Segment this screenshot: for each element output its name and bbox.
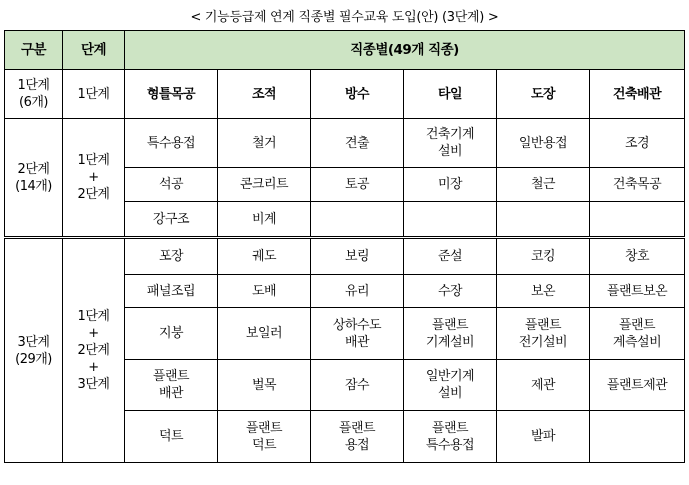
group-label: 2단계 (14개) xyxy=(5,119,63,238)
job-cell-line: 플랜트제관 xyxy=(606,377,668,393)
job-cell-line: 제관 xyxy=(530,377,556,393)
job-cell xyxy=(218,360,311,411)
job-cell xyxy=(125,202,218,238)
job-cell-line: 유리 xyxy=(344,283,370,299)
header-jobs: 직종별(49개 직종) xyxy=(125,31,685,70)
header-stage: 단계 xyxy=(63,31,125,70)
job-cell-line: 건축기계 xyxy=(425,127,475,142)
job-cell xyxy=(590,202,685,238)
job-cell-line: 플랜트 xyxy=(524,317,562,333)
job-cell-line: 조경 xyxy=(624,135,650,151)
job-cell-line: 플랜트 xyxy=(338,420,376,436)
job-cell xyxy=(497,360,590,411)
job-cell-line: 포장 xyxy=(158,249,184,264)
job-cell-line: 계측설비 xyxy=(612,334,662,350)
job-cell-line: 전기설비 xyxy=(518,334,568,350)
job-cell-line: 배관 xyxy=(158,386,184,401)
job-cell xyxy=(125,238,218,275)
job-cell xyxy=(218,168,311,202)
job-cell-line: 벌목 xyxy=(251,377,277,393)
job-cell-line: 석공 xyxy=(158,177,184,192)
job-cell-line: 준설 xyxy=(437,249,463,264)
job-cell-line: 플랜트보온 xyxy=(606,283,668,299)
job-cell-line: 특수용접 xyxy=(425,437,475,453)
job-cell xyxy=(497,238,590,275)
job-cell xyxy=(218,275,311,308)
job-cell xyxy=(311,119,404,168)
job-cell xyxy=(311,238,404,275)
job-cell-line: 건축목공 xyxy=(612,177,662,192)
job-cell xyxy=(404,411,497,463)
job-cell xyxy=(497,168,590,202)
job-cell xyxy=(125,308,218,360)
job-cell-line: 덕트 xyxy=(158,429,184,444)
header-group: 구분 xyxy=(5,31,63,70)
table-row xyxy=(5,119,685,168)
job-cell-line: 배관 xyxy=(344,334,370,350)
job-cell xyxy=(497,275,590,308)
job-cell-line: 기계설비 xyxy=(425,334,475,350)
header-row xyxy=(5,31,685,70)
job-cell xyxy=(218,411,311,463)
job-cell-line: 설비 xyxy=(437,386,463,401)
job-cell xyxy=(590,168,685,202)
job-cell xyxy=(590,360,685,411)
job-cell xyxy=(404,275,497,308)
job-cell xyxy=(125,119,218,168)
job-cell xyxy=(497,119,590,168)
job-cell-line: 일반용접 xyxy=(518,135,568,151)
job-cell xyxy=(590,308,685,360)
page-title: < 기능등급제 연계 직종별 필수교육 도입(안) (3단계) > xyxy=(190,10,499,25)
job-cell-line: 패널조립 xyxy=(146,283,196,299)
job-cell xyxy=(125,275,218,308)
job-cell xyxy=(590,119,685,168)
job-cell-line: 강구조 xyxy=(152,211,190,227)
job-cell xyxy=(497,411,590,463)
job-cell xyxy=(125,360,218,411)
job-cell xyxy=(125,411,218,463)
job-cell xyxy=(218,308,311,360)
job-cell-line: 덕트 xyxy=(251,437,277,453)
job-cell-line: 보온 xyxy=(530,283,556,299)
job-cell: 타일 xyxy=(404,70,497,119)
job-cell xyxy=(590,238,685,275)
job-cell-line: 플랜트 xyxy=(618,317,656,333)
jobs-table xyxy=(4,30,685,463)
job-cell-line: 잠수 xyxy=(344,377,370,393)
job-cell xyxy=(311,168,404,202)
job-cell-line: 창호 xyxy=(624,249,650,264)
job-cell-line: 플랜트 xyxy=(431,420,469,436)
job-cell-line: 비계 xyxy=(251,211,277,227)
job-cell: 형틀목공 xyxy=(125,70,218,119)
job-cell-line: 미장 xyxy=(437,177,463,192)
job-cell-line: 도배 xyxy=(251,283,277,299)
job-cell-line: 플랜트 xyxy=(245,420,283,436)
job-cell-line: 견출 xyxy=(344,135,370,151)
job-cell xyxy=(218,238,311,275)
stage-label: 1단계 + 2단계 + 3단계 xyxy=(63,238,125,463)
job-cell-line: 보일러 xyxy=(245,326,283,341)
job-cell-line: 궤도 xyxy=(251,249,277,264)
table-row xyxy=(5,70,685,119)
job-cell xyxy=(218,202,311,238)
job-cell xyxy=(497,308,590,360)
job-cell xyxy=(404,238,497,275)
job-cell-line: 지붕 xyxy=(158,326,184,341)
job-cell: 방수 xyxy=(311,70,404,119)
job-cell-line: 용접 xyxy=(344,437,370,453)
job-cell xyxy=(218,119,311,168)
job-cell xyxy=(404,360,497,411)
table-row xyxy=(5,238,685,275)
job-cell-line: 수장 xyxy=(437,283,463,299)
group-label: 3단계 (29개) xyxy=(5,238,63,463)
job-cell-line: 상하수도 xyxy=(332,317,382,333)
job-cell-line: 철근 xyxy=(530,177,556,192)
job-cell xyxy=(590,411,685,463)
job-cell xyxy=(404,202,497,238)
stage-label: 1단계 xyxy=(63,70,125,119)
job-cell: 도장 xyxy=(497,70,590,119)
stage-label: 1단계 + 2단계 xyxy=(63,119,125,238)
job-cell xyxy=(311,308,404,360)
group-label: 1단계 (6개) xyxy=(5,70,63,119)
job-cell-line: 토공 xyxy=(344,177,370,192)
job-cell: 조적 xyxy=(218,70,311,119)
job-cell: 건축배관 xyxy=(590,70,685,119)
job-cell-line: 보링 xyxy=(344,249,370,264)
job-cell xyxy=(590,275,685,308)
job-cell xyxy=(404,308,497,360)
job-cell-line: 플랜트 xyxy=(152,369,190,384)
job-cell xyxy=(311,411,404,463)
job-cell-line: 일반기계 xyxy=(425,369,475,384)
job-cell-line: 발파 xyxy=(530,429,556,444)
job-cell xyxy=(311,360,404,411)
job-cell xyxy=(404,119,497,168)
job-cell xyxy=(404,168,497,202)
job-cell-line: 설비 xyxy=(437,144,463,159)
job-cell xyxy=(125,168,218,202)
job-cell-line: 특수용접 xyxy=(146,135,196,151)
job-cell xyxy=(311,202,404,238)
job-cell xyxy=(311,275,404,308)
job-cell-line: 플랜트 xyxy=(431,317,469,333)
job-cell-line: 콘크리트 xyxy=(239,177,289,192)
job-cell-line: 철거 xyxy=(251,135,277,151)
job-cell xyxy=(497,202,590,238)
job-cell-line: 코킹 xyxy=(530,249,556,264)
